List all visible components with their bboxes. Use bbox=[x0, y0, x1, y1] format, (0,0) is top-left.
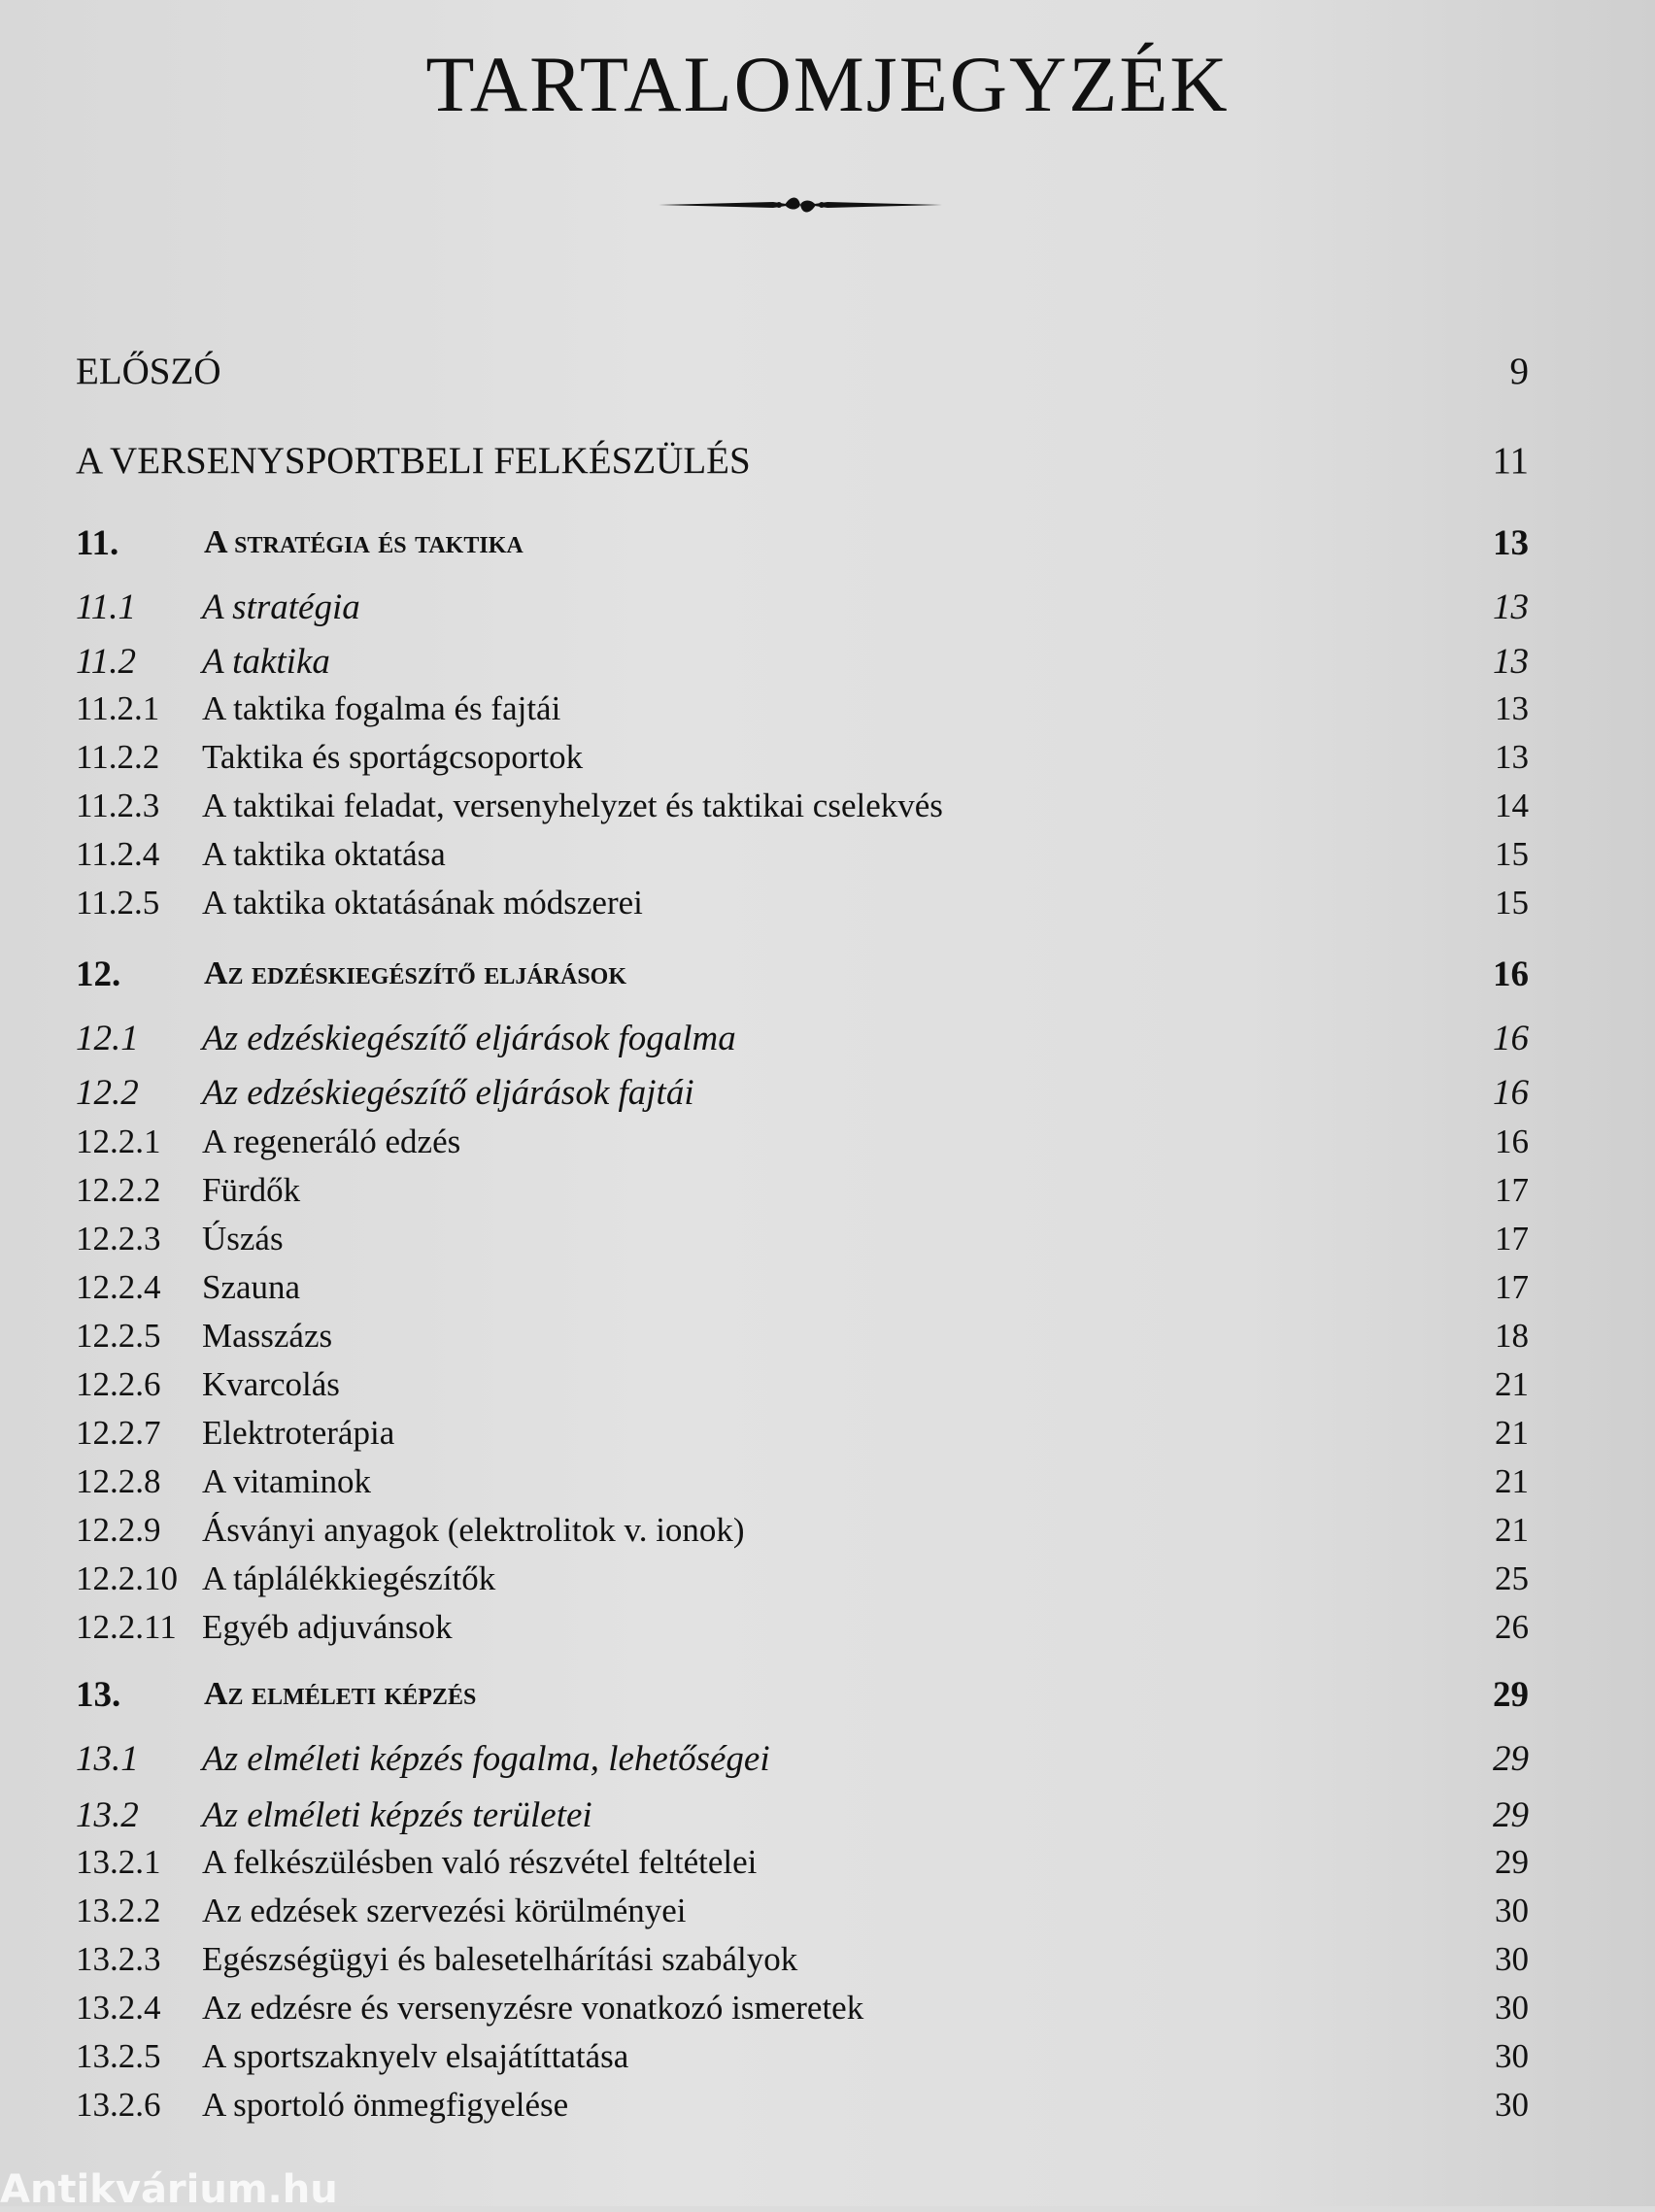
toc-entry-page: 16 bbox=[1493, 1073, 1529, 1113]
toc-entry bbox=[76, 522, 1529, 571]
toc-entry-title: A taktika bbox=[202, 642, 330, 682]
toc-entry bbox=[76, 1072, 1529, 1121]
toc-entry-page: 30 bbox=[1495, 1989, 1529, 2027]
toc-entry bbox=[76, 1123, 1529, 1171]
toc-entry bbox=[76, 1018, 1529, 1066]
toc-entry-title: A stratégia és taktika bbox=[204, 524, 524, 560]
toc-entry bbox=[76, 1365, 1529, 1414]
toc-entry-number: 12.1 bbox=[76, 1019, 139, 1058]
toc-entry bbox=[76, 1674, 1529, 1723]
toc-entry-page: 21 bbox=[1495, 1462, 1529, 1500]
toc-entry-page: 29 bbox=[1493, 1795, 1529, 1835]
toc-entry-title: Taktika és sportágcsoportok bbox=[202, 738, 584, 776]
toc-entry-number: 12.2.10 bbox=[76, 1559, 178, 1597]
toc-entry-number: 13.1 bbox=[76, 1739, 139, 1779]
toc-entry-page: 30 bbox=[1495, 2086, 1529, 2124]
toc-entry-title: Az edzésre és versenyzésre vonatkozó ismeretek bbox=[202, 1989, 864, 2027]
toc-entry-number: 13.2.6 bbox=[76, 2086, 161, 2124]
toc-entry-page: 15 bbox=[1495, 884, 1529, 922]
toc-entry-number: 12.2.11 bbox=[76, 1608, 177, 1646]
toc-entry bbox=[76, 1171, 1529, 1220]
toc-entry bbox=[76, 1317, 1529, 1365]
toc-entry-title: Az edzések szervezési körülményei bbox=[202, 1892, 687, 1929]
toc-entry-number: 12.2.6 bbox=[76, 1365, 161, 1403]
toc-entry bbox=[76, 1220, 1529, 1268]
toc-entry bbox=[76, 1414, 1529, 1462]
toc-entry-title: A taktika oktatásának módszerei bbox=[202, 884, 643, 922]
ornament-divider-icon bbox=[657, 190, 944, 219]
toc-entry-title: Ásványi anyagok (elektrolitok v. ionok) bbox=[202, 1511, 745, 1549]
toc-entry-page: 16 bbox=[1495, 1123, 1529, 1160]
toc-entry bbox=[76, 1268, 1529, 1317]
toc-entry bbox=[76, 1940, 1529, 1989]
toc-entry-page: 16 bbox=[1493, 1019, 1529, 1058]
toc-entry-number: 13.2.3 bbox=[76, 1940, 161, 1978]
watermark: Antikvárium.hu bbox=[0, 2167, 338, 2212]
toc-entry-number: 12.2.8 bbox=[76, 1462, 161, 1500]
toc-entry-page: 13 bbox=[1493, 587, 1529, 627]
toc-entry-page: 9 bbox=[1509, 351, 1529, 392]
toc-entry-number: 11.1 bbox=[76, 587, 137, 627]
toc-entry-number: 12.2.4 bbox=[76, 1268, 161, 1306]
toc-entry-number: 11.2.4 bbox=[76, 835, 160, 873]
toc-entry bbox=[76, 1462, 1529, 1511]
toc-entry bbox=[76, 884, 1529, 932]
toc-entry-title: A vitaminok bbox=[202, 1462, 372, 1500]
toc-entry bbox=[76, 1843, 1529, 1892]
toc-entry-page: 30 bbox=[1495, 1940, 1529, 1978]
toc-entry-page: 15 bbox=[1495, 835, 1529, 873]
toc-entry-number: 11.2.2 bbox=[76, 738, 160, 776]
toc-entry-title: ELŐSZÓ bbox=[76, 351, 221, 392]
toc-entry-page: 29 bbox=[1493, 1675, 1529, 1715]
toc-entry-page: 17 bbox=[1495, 1171, 1529, 1209]
toc-entry-page: 16 bbox=[1493, 955, 1529, 994]
toc-entry-page: 29 bbox=[1493, 1739, 1529, 1779]
toc-entry bbox=[76, 1608, 1529, 1657]
toc-entry bbox=[76, 2037, 1529, 2086]
toc-entry-title: Masszázs bbox=[202, 1317, 333, 1355]
toc-entry-number: 12.2 bbox=[76, 1073, 139, 1113]
toc-entry bbox=[76, 1892, 1529, 1940]
toc-entry-title: Fürdők bbox=[202, 1171, 301, 1209]
toc-entry-title: A taktika fogalma és fajtái bbox=[202, 689, 561, 727]
toc-entry-title: Elektroterápia bbox=[202, 1414, 395, 1452]
toc-entry-page: 25 bbox=[1495, 1559, 1529, 1597]
toc-entry-title: Az elméleti képzés bbox=[204, 1676, 477, 1712]
toc-entry-number: 13.2 bbox=[76, 1795, 139, 1835]
toc-entry-title: Az edzéskiegészítő eljárások fajtái bbox=[202, 1073, 694, 1113]
toc-entry-number: 13.2.1 bbox=[76, 1843, 161, 1881]
toc-entry-title: Kvarcolás bbox=[202, 1365, 340, 1403]
toc-entry bbox=[76, 1738, 1529, 1787]
toc-entry-page: 13 bbox=[1495, 689, 1529, 727]
toc-entry-page: 29 bbox=[1495, 1843, 1529, 1881]
toc-entry bbox=[76, 641, 1529, 689]
toc-entry bbox=[76, 835, 1529, 884]
toc-entry-page: 13 bbox=[1493, 642, 1529, 682]
toc-entry-number: 12.2.2 bbox=[76, 1171, 161, 1209]
toc-entry-title: A regeneráló edzés bbox=[202, 1123, 461, 1160]
toc-entry-number: 12. bbox=[76, 955, 121, 994]
toc-entry-number: 12.2.5 bbox=[76, 1317, 161, 1355]
toc-entry-title: A sportszaknyelv elsajátíttatása bbox=[202, 2037, 629, 2075]
toc-entry bbox=[76, 738, 1529, 787]
toc-entry-title: Az edzéskiegészítő eljárások bbox=[204, 955, 627, 991]
toc-entry-number: 13.2.5 bbox=[76, 2037, 161, 2075]
toc-entry-number: 11.2.3 bbox=[76, 787, 160, 824]
toc-entry bbox=[76, 954, 1529, 1002]
toc-entry bbox=[76, 1794, 1529, 1843]
toc-entry-number: 12.2.3 bbox=[76, 1220, 161, 1257]
toc-entry-number: 12.2.7 bbox=[76, 1414, 161, 1452]
toc-entry-page: 13 bbox=[1493, 523, 1529, 563]
toc-entry-number: 11.2 bbox=[76, 642, 137, 682]
toc-entry-page: 30 bbox=[1495, 1892, 1529, 1929]
toc-entry-title: A stratégia bbox=[202, 587, 360, 627]
toc-entry-number: 12.2.1 bbox=[76, 1123, 161, 1160]
toc-entry-title: A VERSENYSPORTBELI FELKÉSZÜLÉS bbox=[76, 440, 751, 482]
toc-entry-title: A taktikai feladat, versenyhelyzet és taktikai cselekvés bbox=[202, 787, 943, 824]
toc-entry bbox=[76, 689, 1529, 738]
toc-entry-number: 13.2.2 bbox=[76, 1892, 161, 1929]
toc-entry-title: A felkészülésben való részvétel feltételei bbox=[202, 1843, 758, 1881]
toc-entry-number: 11. bbox=[76, 523, 119, 563]
toc-entry bbox=[76, 787, 1529, 835]
toc-entry-page: 18 bbox=[1495, 1317, 1529, 1355]
toc-entry-title: A taktika oktatása bbox=[202, 835, 446, 873]
toc-entry bbox=[76, 1559, 1529, 1608]
toc-entry-title: A táplálékkiegészítők bbox=[202, 1559, 496, 1597]
toc-entry-page: 21 bbox=[1495, 1511, 1529, 1549]
toc-entry-title: Az elméleti képzés fogalma, lehetőségei bbox=[202, 1739, 770, 1779]
toc-entry-number: 13.2.4 bbox=[76, 1989, 161, 2027]
toc-entry-number: 11.2.5 bbox=[76, 884, 160, 922]
toc-entry-number: 11.2.1 bbox=[76, 689, 160, 727]
toc-entry-page: 17 bbox=[1495, 1268, 1529, 1306]
toc-entry-title: A sportoló önmegfigyelése bbox=[202, 2086, 569, 2124]
toc-entry-title: Az edzéskiegészítő eljárások fogalma bbox=[202, 1019, 736, 1058]
toc-entry-title: Szauna bbox=[202, 1268, 301, 1306]
toc-entry bbox=[76, 587, 1529, 635]
toc-entry bbox=[76, 1511, 1529, 1559]
toc-entry-page: 17 bbox=[1495, 1220, 1529, 1257]
toc-entry-page: 21 bbox=[1495, 1365, 1529, 1403]
toc-entry-page: 13 bbox=[1495, 738, 1529, 776]
toc-entry-title: Az elméleti képzés területei bbox=[202, 1795, 592, 1835]
toc-entry-page: 21 bbox=[1495, 1414, 1529, 1452]
page-title: TARTALOMJEGYZÉK bbox=[425, 40, 1230, 128]
toc-entry-page: 14 bbox=[1495, 787, 1529, 824]
toc-entry-page: 26 bbox=[1495, 1608, 1529, 1646]
toc-entry bbox=[76, 350, 1529, 398]
toc-entry-number: 13. bbox=[76, 1675, 121, 1715]
toc-entry bbox=[76, 1989, 1529, 2037]
toc-entry-title: Úszás bbox=[202, 1220, 284, 1257]
toc-entry bbox=[76, 439, 1529, 487]
toc-entry-title: Egészségügyi és balesetelhárítási szabályok bbox=[202, 1940, 798, 1978]
toc-entry-page: 30 bbox=[1495, 2037, 1529, 2075]
toc-entry-number: 12.2.9 bbox=[76, 1511, 161, 1549]
toc-entry-title: Egyéb adjuvánsok bbox=[202, 1608, 453, 1646]
toc-entry bbox=[76, 2086, 1529, 2134]
toc-entry-page: 11 bbox=[1492, 440, 1529, 482]
